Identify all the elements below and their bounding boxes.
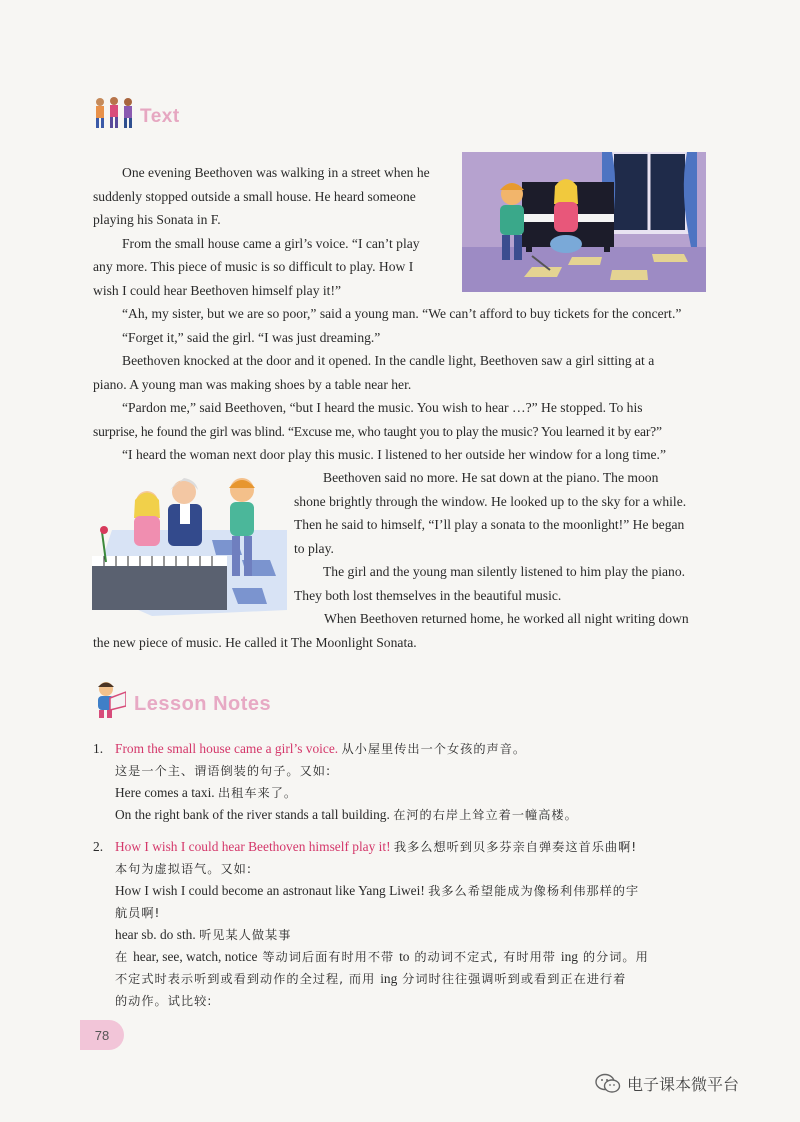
lesson-notes (93, 738, 713, 1022)
note-quote: From the small house came a girl’s voice. (115, 741, 339, 756)
note-number: 1. (93, 741, 104, 756)
note-quote: How I wish I could hear Beethoven himself play it! (115, 839, 391, 854)
note-number: 2. (93, 839, 104, 854)
watermark (595, 1072, 739, 1095)
note-translation: 从小屋里传出一个女孩的声音。 (341, 742, 527, 756)
story-block-b: “Ah, my sister, but we are so poor,” said a young man. “We can’t afford to buy tickets for the concert.” “Forget it,” said the girl. “I was just dreaming.” Beethoven knocked at the door and it opened. In the candle light, Beethoven saw a girl sitting at a piano. A young man was making shoes by a table near her. “Pardon me,” said Beethoven, “but I heard the music. You wish to hear …?” He stopped. To his surprise, he found the girl was blind. “Excuse me, who taught you to play the music? You learned it by ear?” “I heard the woman next door play this music. I listened to her outside her window for a long time.” (93, 302, 708, 467)
beethoven-playing-illustration (92, 470, 287, 616)
story-block-c: Beethoven said no more. He sat down at the piano. The moon shone brightly through the window. He looked up to the sky for a while. Then he said to himself, “I’ll play a sonata to the moonlight!” He began to play. The girl and the young man silently listened to him play the piano. They both lost themselves in the beautiful music. (294, 466, 708, 607)
watermark-text: 电子课本微平台 (627, 1075, 740, 1094)
story-paragraph-3: “Ah, my sister, but we are so poor,” said a young man. “We can’t afford to buy tickets for the concert.” (122, 306, 682, 321)
story-paragraph-9: The girl and the young man silently listened to him play the piano. (323, 564, 686, 579)
story-paragraph-1: One evening Beethoven was walking in a street when he (122, 165, 430, 180)
wechat-icon (595, 1073, 621, 1095)
story-paragraph-10: When Beethoven returned home, he worked all night writing down (324, 611, 689, 626)
story-paragraph-8: Beethoven said no more. He sat down at the piano. The moon (323, 470, 659, 485)
page-number-tab (80, 1020, 124, 1050)
text-section-heading (92, 96, 180, 130)
story-paragraph-4: “Forget it,” said the girl. “I was just dreaming.” (122, 329, 381, 345)
note-2: 2. How I wish I could hear Beethoven himself play it! 我多么想听到贝多芬亲自弹奏这首乐曲啊! 本句为虚拟语气。又如: How I wish I could become an astronaut like Yang Liwei! 我多么希望能成为像杨利伟那样的宇 航员啊! hear sb. do sth. 听见某人做某事 在 hear, see, watch, notice 等动词后面有时用不带 to 的动词不定式, 有时用带 ing 的分词。用 不定式时表示听到或看到动作的全过程, 而用 ing 分词时往往强调听到或看到正在进行着 的动作。试比较: (93, 836, 713, 1012)
students-icon (92, 96, 136, 130)
story-paragraph-2: From the small house came a girl’s voice. “I can’t play (122, 235, 420, 251)
story-paragraph-5: Beethoven knocked at the door and it opened. In the candle light, Beethoven saw a girl sitting at a (122, 353, 655, 368)
piano-room-illustration (462, 152, 706, 292)
story-paragraph-6: “Pardon me,” said Beethoven, “but I heard the music. You wish to hear …?” He stopped. To his (122, 400, 643, 415)
note-translation: 我多么想听到贝多芬亲自弹奏这首乐曲啊! (393, 840, 638, 854)
lesson-notes-heading (92, 680, 271, 718)
lesson-notes-label: Lesson Notes (134, 693, 272, 715)
student-reading-icon (92, 680, 126, 718)
story-block-d: When Beethoven returned home, he worked all night writing down the new piece of music. He called it The Moonlight Sonata. (93, 607, 708, 654)
text-heading-label: Text (140, 106, 180, 127)
story-block-a: One evening Beethoven was walking in a street when he suddenly stopped outside a small house. He heard someone playing his Sonata in F. From the small house came a girl’s voice. “I can’t play any more. This piece of music is so difficult to play. How I wish I could hear Beethoven himself play it!” (93, 161, 455, 302)
page-number: 78 (94, 1027, 110, 1043)
note-1: 1. From the small house came a girl’s voice. 从小屋里传出一个女孩的声音。 这是一个主、谓语倒装的句子。又如: Here comes a taxi. 出租车来了。 On the right bank of the river stands a tall building. 在河的右岸上耸立着一幢高楼。 (93, 738, 713, 826)
story-paragraph-7: “I heard the woman next door play this music. I listened to her outside her window for a long time.” (122, 447, 666, 462)
